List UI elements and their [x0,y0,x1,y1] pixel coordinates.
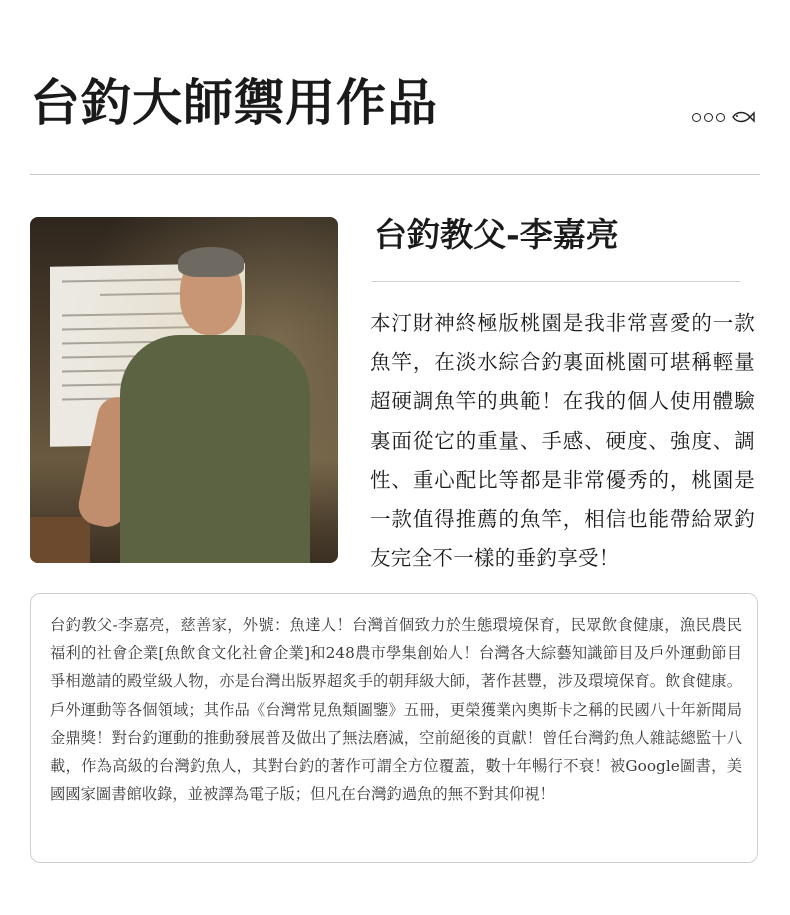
name-divider [372,281,740,282]
portrait-photo [30,217,338,563]
circle-icon [704,113,713,122]
page-title: 台釣大師禦用作品 [30,73,438,132]
bio-panel [30,593,758,863]
header-divider [30,174,760,175]
fish-icon [731,110,755,124]
decoration-group [692,110,755,124]
bio-text: 台釣教父-李嘉亮，慈善家，外號：魚達人！台灣首個致力於生態環境保育，民眾飲食健康，漁民農民福利的社會企業[魚飲食文化社會企業]和248農市學集創始人！台灣各大綜藝知識節目及戶外運動節目爭相邀請的殿堂級人物，亦是台灣出版界超炙手的朝拜級大師，著作甚豐，涉及環境保育。飲食健康。戶外運動等各個領域；其作品《台灣常見魚類圖鑒》五冊，更榮獲業內奧斯卡之稱的民國八十年新聞局金鼎獎！對台釣運動的推動發展普及做出了無法磨滅，空前絕後的貢獻！曾任台灣釣魚人雜誌總監十八載，作為高級的台灣釣魚人，其對台釣的著作可謂全方位覆蓋，數十年暢行不衰！被Google圖書，美國國家圖書館收錄，並被譯為電子版；但凡在台灣釣過魚的無不對其仰視！ [50,616,742,804]
circle-icon [692,113,701,122]
profile-name: 台釣教父-李嘉亮 [374,215,619,254]
circle-icon [716,113,725,122]
profile-quote: 本汀財神終極版桃園是我非常喜愛的一款魚竿，在淡水綜合釣裏面桃園可堪稱輕量超硬調魚竿的典範！在我的個人使用體驗裏面從它的重量、手感、硬度、強度、調性、重心配比等都是非常優秀的，桃園是一款值得推薦的魚竿，相信也能帶給眾釣友完全不一樣的垂釣享受！ [370,311,755,571]
